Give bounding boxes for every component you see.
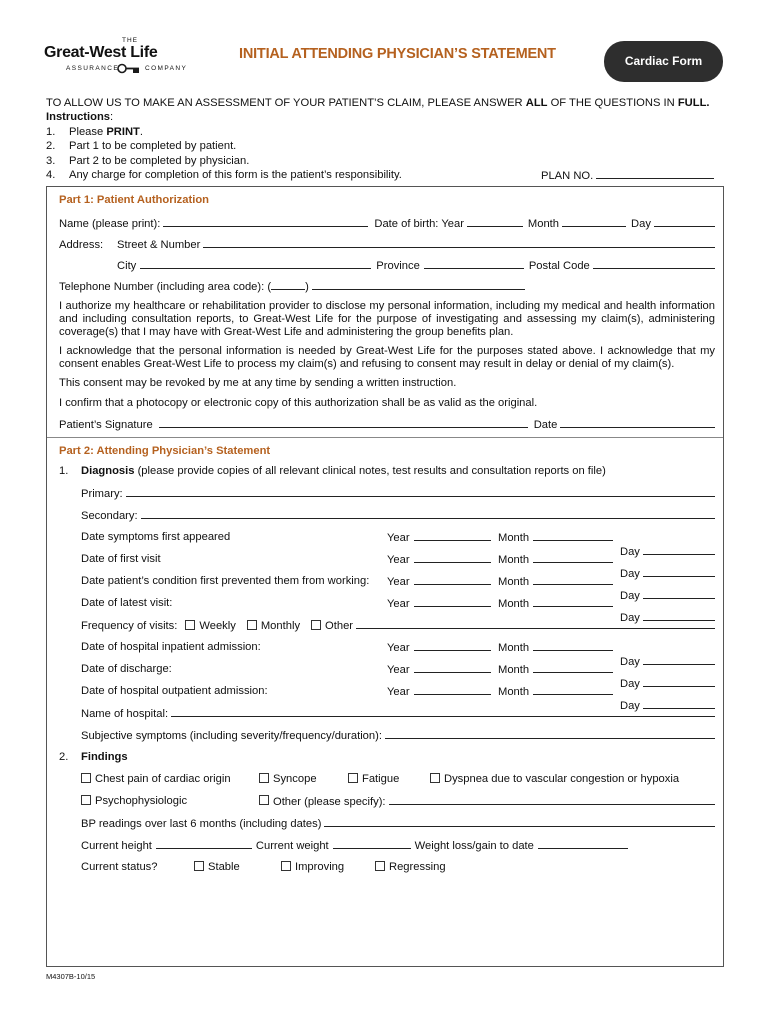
phone-row: Telephone Number (including area code): ( ) bbox=[59, 279, 525, 294]
date-row-label: Date of discharge: bbox=[81, 663, 172, 675]
year-field[interactable] bbox=[414, 662, 491, 673]
form-code: M4307B-10/15 bbox=[46, 972, 96, 981]
finding-syncope[interactable]: Syncope bbox=[259, 772, 317, 786]
height-field[interactable] bbox=[156, 838, 252, 849]
weekly-checkbox[interactable] bbox=[185, 620, 195, 630]
other-checkbox[interactable] bbox=[311, 620, 321, 630]
month-group: Month bbox=[498, 596, 613, 611]
date-row bbox=[81, 684, 715, 712]
month-field[interactable] bbox=[533, 574, 613, 585]
phone-number-field[interactable] bbox=[312, 279, 525, 290]
month-group: Month bbox=[498, 530, 613, 545]
street-field[interactable] bbox=[203, 237, 715, 248]
year-group: Year bbox=[387, 662, 491, 677]
weight-field[interactable] bbox=[333, 838, 411, 849]
stable-checkbox[interactable] bbox=[194, 861, 204, 871]
date-row-label: Date symptoms first appeared bbox=[81, 531, 231, 543]
year-group: Year bbox=[387, 552, 491, 567]
frequency-other-field[interactable] bbox=[356, 618, 715, 629]
logo-name: Great-West Life bbox=[44, 44, 158, 61]
city-field[interactable] bbox=[140, 258, 371, 269]
day-group: Day bbox=[620, 544, 715, 559]
hospital-name-row: Name of hospital: bbox=[81, 706, 715, 721]
primary-diagnosis-field[interactable] bbox=[126, 486, 715, 497]
dob-year-field[interactable] bbox=[467, 216, 523, 227]
finding-other: Other (please specify): bbox=[259, 794, 715, 809]
copy-validity-paragraph: I confirm that a photocopy or electronic copy of this authorization shall be as valid as the original. bbox=[59, 397, 538, 409]
date-row bbox=[81, 530, 715, 558]
year-field[interactable] bbox=[414, 530, 491, 541]
date-row-label: Date patient’s condition first prevented them from working: bbox=[81, 575, 370, 587]
month-field[interactable] bbox=[533, 640, 613, 651]
status-improving[interactable]: Improving bbox=[281, 860, 344, 874]
improving-checkbox[interactable] bbox=[281, 861, 291, 871]
date-row bbox=[81, 640, 715, 668]
signature-date-field[interactable] bbox=[560, 417, 715, 428]
month-field[interactable] bbox=[533, 552, 613, 563]
year-field[interactable] bbox=[414, 596, 491, 607]
findings-question: 2. Findings bbox=[59, 751, 128, 763]
date-row-label: Date of first visit bbox=[81, 553, 161, 565]
frequency-row: Frequency of visits: Weekly Monthly Other bbox=[81, 618, 715, 633]
year-field[interactable] bbox=[414, 684, 491, 695]
key-icon bbox=[117, 63, 141, 77]
part1-heading: Part 1: Patient Authorization bbox=[59, 194, 210, 206]
fatigue-checkbox[interactable] bbox=[348, 773, 358, 783]
year-field[interactable] bbox=[414, 574, 491, 585]
year-group: Year bbox=[387, 530, 491, 545]
weight-change-field[interactable] bbox=[538, 838, 628, 849]
day-group: Day bbox=[620, 588, 715, 603]
frequency-other-option[interactable]: Other bbox=[311, 619, 353, 633]
date-row-label: Date of hospital inpatient admission: bbox=[81, 641, 261, 653]
secondary-diagnosis-field[interactable] bbox=[141, 508, 715, 519]
month-group: Month bbox=[498, 684, 613, 699]
subjective-symptoms-field[interactable] bbox=[385, 728, 715, 739]
area-code-field[interactable] bbox=[271, 279, 305, 290]
date-row-label: Date of latest visit: bbox=[81, 597, 173, 609]
frequency-weekly-option[interactable]: Weekly bbox=[185, 619, 235, 633]
plan-number-line[interactable] bbox=[596, 168, 714, 179]
logo-assurance: ASSURANCE bbox=[66, 65, 120, 72]
month-field[interactable] bbox=[533, 530, 613, 541]
acknowledgement-paragraph: I acknowledge that the personal information is needed by Great-West Life for the purposes stated above. I acknowledge that my consent enables Great-West Life to process my claim(s) and refusing to consent may result in delay or denial of my claim(s). bbox=[59, 345, 715, 371]
month-field[interactable] bbox=[533, 596, 613, 607]
authorization-paragraph: I authorize my healthcare or rehabilitation provider to disclose my personal information, including my medical and health information and including consultation reports, to Great-West Life for the purpose of investigating and assessing my claim(s), administering coverage(s) that I may have with Great-West Life and administering the group benefits plan. bbox=[59, 300, 715, 339]
form-type-badge-label: Cardiac Form bbox=[624, 54, 703, 68]
frequency-monthly-option[interactable]: Monthly bbox=[247, 619, 300, 633]
status-regressing[interactable]: Regressing bbox=[375, 860, 446, 874]
logo-the: THE bbox=[122, 37, 138, 44]
bp-readings-field[interactable] bbox=[324, 816, 715, 827]
instruction-item: 1. Please PRINT. bbox=[46, 126, 143, 138]
date-row bbox=[81, 574, 715, 602]
dob-month-field[interactable] bbox=[562, 216, 626, 227]
intro-text: TO ALLOW US TO MAKE AN ASSESSMENT OF YOUR PATIENT’S CLAIM, PLEASE ANSWER ALL OF THE QUESTIONS IN FULL. bbox=[46, 97, 710, 109]
part1-separator bbox=[47, 437, 723, 438]
date-row bbox=[81, 662, 715, 690]
month-field[interactable] bbox=[533, 662, 613, 673]
form-title: INITIAL ATTENDING PHYSICIAN’S STATEMENT bbox=[239, 46, 556, 62]
address-row: Address: Street & Number bbox=[59, 237, 715, 252]
month-group: Month bbox=[498, 552, 613, 567]
day-group: Day bbox=[620, 698, 715, 713]
month-group: Month bbox=[498, 640, 613, 655]
date-row-label: Date of hospital outpatient admission: bbox=[81, 685, 268, 697]
status-label: Current status? bbox=[81, 861, 158, 873]
monthly-checkbox[interactable] bbox=[247, 620, 257, 630]
date-row bbox=[81, 552, 715, 580]
year-field[interactable] bbox=[414, 552, 491, 563]
year-group: Year bbox=[387, 640, 491, 655]
company-logo bbox=[44, 37, 214, 77]
measurements-row: Current height Current weight Weight loss/gain to date bbox=[81, 838, 628, 853]
day-group: Day bbox=[620, 566, 715, 581]
city-row: City Province Postal Code bbox=[117, 258, 715, 273]
instruction-item: 3. Part 2 to be completed by physician. bbox=[46, 155, 250, 167]
finding-chest-pain[interactable]: Chest pain of cardiac origin bbox=[81, 772, 231, 786]
date-row bbox=[81, 596, 715, 624]
day-group: Day bbox=[620, 610, 715, 625]
instruction-item: 2. Part 1 to be completed by patient. bbox=[46, 140, 237, 152]
hospital-name-field[interactable] bbox=[171, 706, 715, 717]
logo-company: COMPANY bbox=[145, 65, 188, 72]
name-row: Name (please print): Date of birth: Year Month Day bbox=[59, 216, 715, 231]
part2-heading: Part 2: Attending Physician’s Statement bbox=[59, 445, 271, 457]
year-group: Year bbox=[387, 574, 491, 589]
postal-code-field[interactable] bbox=[593, 258, 715, 269]
plan-number-field[interactable]: PLAN NO. bbox=[541, 168, 714, 183]
primary-row: Primary: bbox=[81, 486, 715, 501]
patient-signature-field[interactable] bbox=[159, 417, 528, 428]
diagnosis-question: 1. Diagnosis (please provide copies of all relevant clinical notes, test results and consultation reports on file) bbox=[59, 465, 606, 477]
finding-fatigue[interactable]: Fatigue bbox=[348, 772, 399, 786]
day-group: Day bbox=[620, 676, 715, 691]
instruction-item: 4. Any charge for completion of this form is the patient’s responsibility. bbox=[46, 169, 402, 181]
patient-name-field[interactable] bbox=[163, 216, 368, 227]
signature-row: Patient’s Signature Date bbox=[59, 417, 715, 432]
province-field[interactable] bbox=[424, 258, 524, 269]
secondary-row: Secondary: bbox=[81, 508, 715, 523]
finding-psychophysiologic[interactable]: Psychophysiologic bbox=[81, 794, 187, 808]
subjective-row: Subjective symptoms (including severity/frequency/duration): bbox=[81, 728, 715, 743]
regressing-checkbox[interactable] bbox=[375, 861, 385, 871]
chest-pain-checkbox[interactable] bbox=[81, 773, 91, 783]
other-finding-checkbox[interactable] bbox=[259, 795, 269, 805]
dob-day-field[interactable] bbox=[654, 216, 715, 227]
instructions-heading: Instructions: bbox=[46, 111, 114, 123]
finding-dyspnea[interactable]: Dyspnea due to vascular congestion or hypoxia bbox=[430, 772, 679, 786]
syncope-checkbox[interactable] bbox=[259, 773, 269, 783]
month-group: Month bbox=[498, 574, 613, 589]
year-group: Year bbox=[387, 684, 491, 699]
month-group: Month bbox=[498, 662, 613, 677]
other-finding-field[interactable] bbox=[389, 794, 715, 805]
bp-row: BP readings over last 6 months (including dates) bbox=[81, 816, 715, 831]
psychophysiologic-checkbox[interactable] bbox=[81, 795, 91, 805]
day-group: Day bbox=[620, 654, 715, 669]
status-stable[interactable]: Stable bbox=[194, 860, 240, 874]
year-field[interactable] bbox=[414, 640, 491, 651]
year-group: Year bbox=[387, 596, 491, 611]
dyspnea-checkbox[interactable] bbox=[430, 773, 440, 783]
month-field[interactable] bbox=[533, 684, 613, 695]
revocation-paragraph: This consent may be revoked by me at any time by sending a written instruction. bbox=[59, 377, 457, 389]
